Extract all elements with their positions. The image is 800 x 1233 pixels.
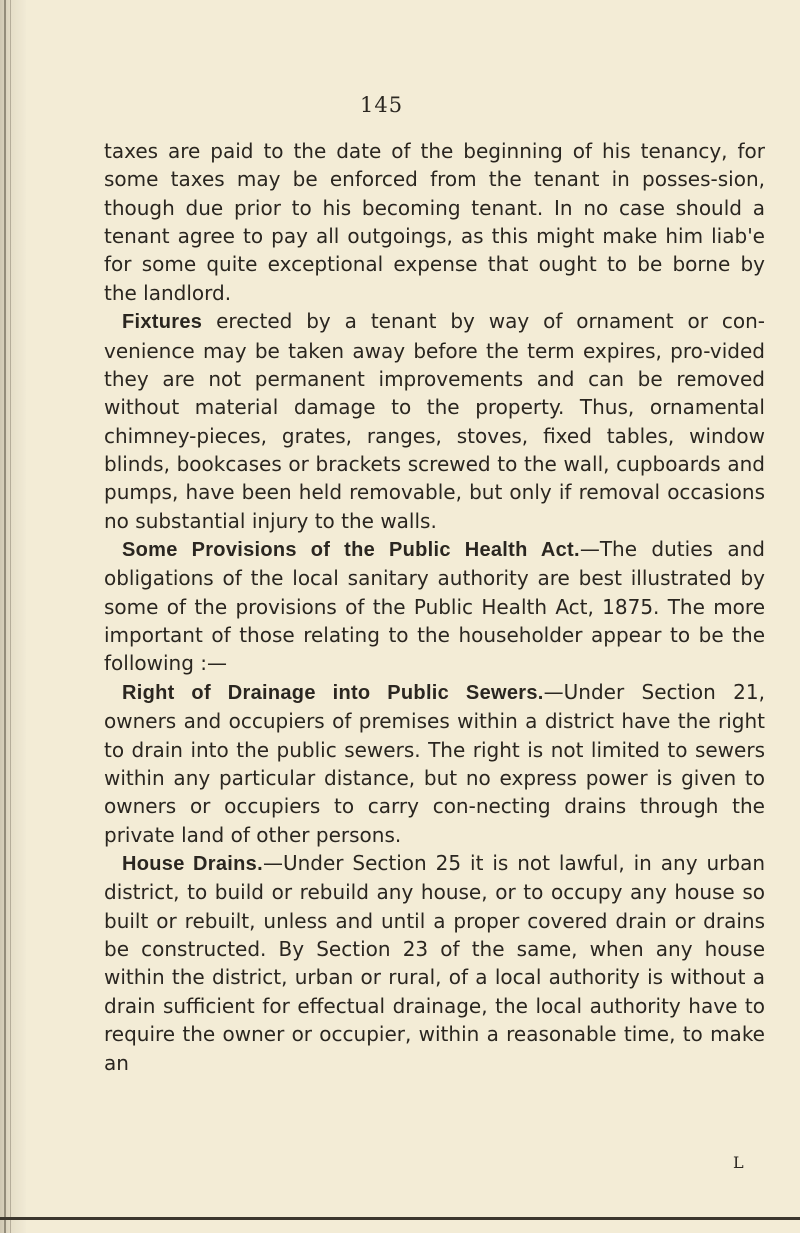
heading-right-of-drainage: Right of Drainage into Public Sewers. [122,681,544,704]
paragraph-taxes [104,137,765,307]
signature-mark: L [733,1153,744,1172]
paragraph-taxes-body: taxes are paid to the date of the beginning of his tenancy, for some taxes may be enforced from the tenant in posses-sion, though due prior to his becoming tenant. In no case should a tenant agree to pay all outgoings, as this might make him liab'e for some quite exceptional expense that ought to be borne by the landlord. [104,139,765,305]
page-number: 145 [360,93,404,117]
paragraph-public-health-act-body: —The duties and obligations of the local sanitary authority are best illustrated by some of the provisions of the Public Health Act, 1875. The more important of those relating to the householder appear to be the following :— [104,537,765,676]
binding-edge-line-secondary [10,0,11,1233]
paragraph-right-of-drainage [104,678,765,849]
paragraph-public-health-act [104,535,765,678]
paragraph-fixtures-body: erected by a tenant by way of ornament or con-venience may be taken away before the term expires, pro-vided they are not permanent improvements and can be removed without material damage to the property. Thus, ornamental chimney-pieces, grates, ranges, stoves, fixed tables, window blinds, bookcases or brackets screwed to the wall, cupboards and pumps, have been held removable, but only if removal occasions no substantial injury to the walls. [104,309,765,533]
heading-house-drains: House Drains. [122,852,263,875]
heading-public-health-act: Some Provisions of the Public Health Act. [122,539,580,562]
page-bottom-edge [0,1217,800,1220]
body-text [104,137,765,1077]
heading-fixtures: Fixtures [122,311,203,334]
binding-edge-line [4,0,6,1233]
paragraph-house-drains-body: —Under Section 25 it is not lawful, in any urban district, to build or rebuild any house, or to occupy any house so built or rebuilt, unless and until a proper covered drain or drains be constructed. By Section 23 of the same, when any house within the district, urban or rural, of a local authority is without a drain sufficient for effectual drainage, the local authority have to require the owner or occupier, within a reasonable time, to make an [104,850,765,1075]
paragraph-fixtures [104,307,765,535]
paragraph-right-of-drainage-body: —Under Section 21, owners and occupiers of premises within a district have the right to drain into the public sewers. The right is not limited to sewers within any particular distance, but no express power is given to owners or occupiers to carry con-necting drains through the private land of other persons. [104,679,765,847]
paragraph-house-drains [104,849,765,1077]
